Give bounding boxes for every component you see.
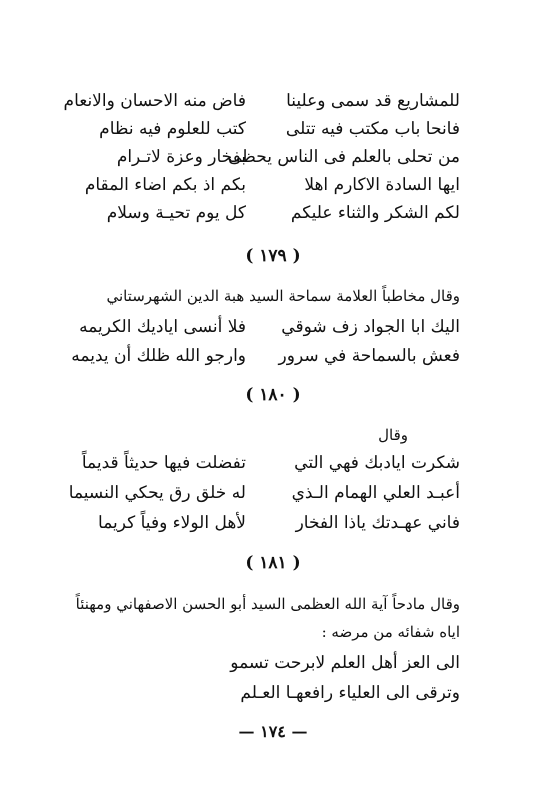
verse-right-hemistich: لكم الشكر والثناء عليكم: [290, 203, 460, 223]
verse-right-hemistich: فانحا باب مكتب فيه تتلى: [285, 119, 460, 139]
verse-left-hemistich: بفخار وعزة لاتـرام: [116, 147, 246, 167]
page-number: — ١٧٤ —: [238, 722, 308, 741]
verse-right-hemistich: ايها السادة الاكارم اهلا: [304, 175, 460, 195]
poem-number: ( ١٨١ ): [245, 553, 301, 573]
verse-left-hemistich: لأهل الولاء وفياً كريما: [98, 513, 246, 533]
verse-left-hemistich: بكم اذ بكم اضاء المقام: [84, 175, 246, 195]
poem-intro: وقال مخاطباً العلامة سماحة السيد هبة الدين الشهرستاني: [106, 287, 460, 305]
verse-right-hemistich: أعبـد العلي الهمام الـذي: [291, 483, 460, 503]
verse-right-hemistich: فاني عهـدتك ياذا الفخار: [295, 513, 460, 533]
poem-intro: وقال: [378, 426, 408, 444]
verse-left-hemistich: وارجو الله ظلك أن يديمه: [71, 346, 246, 366]
verse-right-hemistich: فعش بالسماحة في سرور: [278, 346, 460, 366]
verse-left-hemistich: تفضلت فيها حديثاً قديماً: [81, 453, 246, 473]
verse-right-hemistich: للمشاريع قد سمى وعلينا: [286, 91, 460, 111]
poem-intro-line: وقال مادحاً آية الله العظمى السيد أبو الحسن الاصفهاني ومهنئاً: [75, 595, 460, 613]
verse-right-hemistich: من تحلى بالعلم فى الناس يحظى: [228, 147, 460, 167]
poem-intro-line: اياه شفائه من مرضه :: [321, 623, 460, 641]
verse-right-hemistich: اليك ابا الجواد زف شوقي: [281, 317, 460, 337]
verse-left-hemistich: له خلق رق يحكي النسيما: [68, 483, 246, 503]
verse-left-hemistich: فاض منه الاحسان والانعام: [63, 91, 246, 111]
verse-line: الى العز أهل العلم لابرحت تسمو: [230, 653, 460, 673]
verse-left-hemistich: كل يوم تحيـة وسلام: [106, 203, 246, 223]
verse-line: وترقى الى العلياء رافعهـا العـلم: [240, 683, 460, 703]
poem-number: ( ١٨٠ ): [245, 385, 301, 405]
verse-left-hemistich: فلا أنسى اياديك الكريمه: [79, 317, 246, 337]
verse-left-hemistich: كتب للعلوم فيه نظام: [99, 119, 246, 139]
verse-right-hemistich: شكرت ايادبك فهي التي: [294, 453, 460, 473]
poem-number: ( ١٧٩ ): [245, 246, 301, 266]
